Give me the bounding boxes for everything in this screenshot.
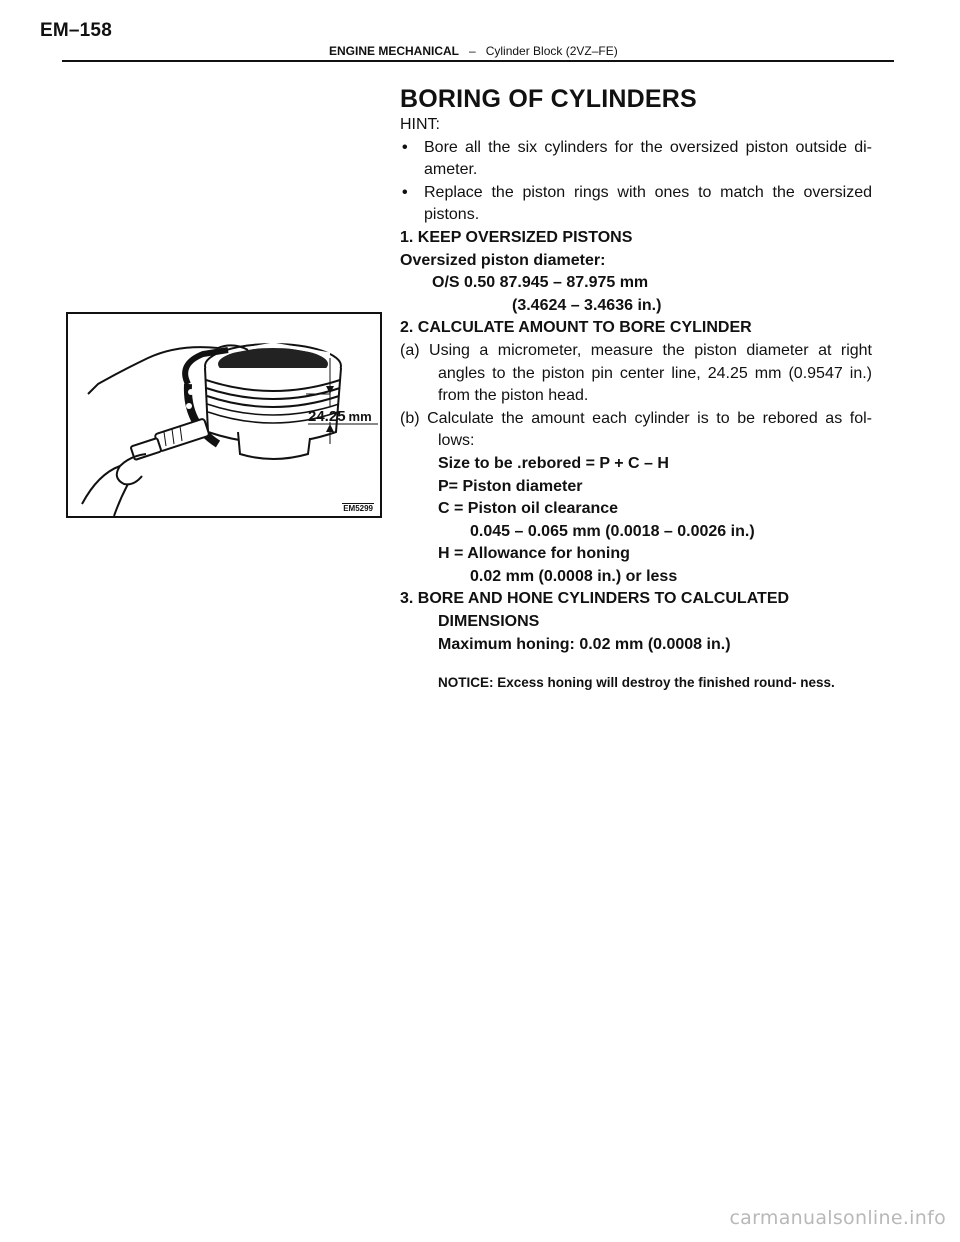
step2-b: (b) Calculate the amount each cylinder is to be rebored as fol- lows: xyxy=(400,409,872,450)
subsection-name: Cylinder Block (2VZ–FE) xyxy=(485,44,618,58)
footer-watermark: carmanualsonline.info xyxy=(729,1207,946,1229)
piston-measurement-figure xyxy=(66,312,382,518)
header-title xyxy=(329,44,618,58)
bullet-item xyxy=(400,182,872,227)
header-rule xyxy=(62,60,894,62)
step3-heading-cont: DIMENSIONS xyxy=(438,613,540,631)
section-name: ENGINE MECHANICAL xyxy=(329,44,460,58)
step1-spec-label: Oversized piston diameter: xyxy=(400,251,606,269)
page-title: BORING OF CYLINDERS xyxy=(400,85,697,113)
formula-h: H = Allowance for honing xyxy=(438,545,630,563)
step3-heading: 3. BORE AND HONE CYLINDERS TO CALCULATED xyxy=(400,590,790,608)
dimension-label xyxy=(308,408,372,425)
bullet-item xyxy=(400,137,872,182)
bullet-icon: • xyxy=(402,183,408,201)
bullet-icon: • xyxy=(402,138,408,156)
bullet-text: Bore all the six cylinders for the oversized piston outside di- ameter. xyxy=(424,138,872,179)
page-number: EM–158 xyxy=(40,20,112,41)
formula-c: C = Piston oil clearance xyxy=(438,500,619,518)
hint-label: HINT: xyxy=(400,116,440,133)
formula-p: P= Piston diameter xyxy=(438,477,583,495)
step1-spec-line2: (3.4624 – 3.4636 in.) xyxy=(512,296,662,314)
step1-heading: 1. KEEP OVERSIZED PISTONS xyxy=(400,228,633,246)
step1-spec-line1: O/S 0.50 87.945 – 87.975 mm xyxy=(432,274,649,292)
formula: Size to be .rebored = P + C – H xyxy=(438,454,669,472)
max-honing: Maximum honing: 0.02 mm (0.0008 in.) xyxy=(438,635,731,653)
piston-body xyxy=(205,368,341,443)
header-dash: – xyxy=(469,44,476,58)
dimension-unit: mm xyxy=(348,409,372,424)
notice: NOTICE: Excess honing will destroy the finished round- ness. xyxy=(438,674,835,690)
figure-code: EM5299 xyxy=(343,504,373,513)
micrometer-thimble xyxy=(154,418,209,451)
dimension-value: 24.25 xyxy=(308,408,346,425)
step2-heading: 2. CALCULATE AMOUNT TO BORE CYLINDER xyxy=(400,319,752,337)
bullet-text: Replace the piston rings with ones to match the oversized pistons. xyxy=(424,183,872,224)
step2-a: (a) Using a micrometer, measure the piston diameter at right angles to the piston pin center line, 24.25 mm (0.9547 in.) from the piston head. xyxy=(400,341,872,405)
formula-h-value: 0.02 mm (0.0008 in.) or less xyxy=(470,567,678,585)
formula-c-value: 0.045 – 0.065 mm (0.0018 – 0.0026 in.) xyxy=(470,522,755,540)
main-content xyxy=(400,84,872,709)
